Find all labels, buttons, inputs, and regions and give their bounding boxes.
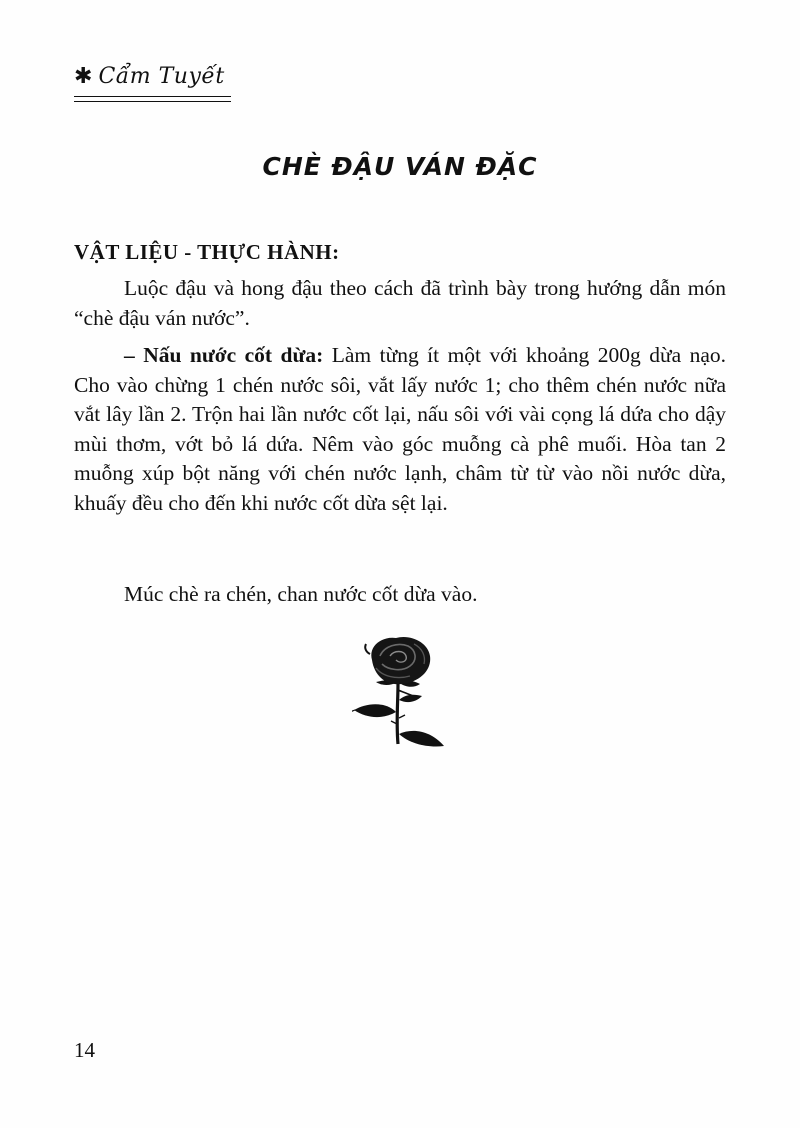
paragraph-intro: Luộc đậu và hong đậu theo cách đã trình bày trong hướng dẫn món “chè đậu ván nước”.: [74, 276, 726, 330]
paragraph-coconut-milk: [74, 341, 726, 518]
section-heading: VẬT LIỆU - THỰC HÀNH:: [74, 240, 340, 264]
page-number: 14: [74, 1038, 95, 1062]
recipe-title: CHÈ ĐẬU VÁN ĐẶC: [262, 152, 538, 181]
paragraph-serving: Múc chè ra chén, chan nước cốt dừa vào.: [124, 582, 478, 606]
header-author: Cẩm Tuyết: [98, 64, 225, 89]
paragraph-body: Làm từng ít một với khoảng 200g dừa nạo. Cho vào chừng 1 chén nước sôi, vắt lấy nước 1; cho thêm chén nước nữa vắt lây lần 2. Trộn hai lần nước cốt lại, nấu sôi với vài cọng lá dứa cho dậy mùi thơm, vớt bỏ lá dứa. Nêm vào góc muỗng cà phê muối. Hòa tan 2 muỗng xúp bột năng với chén nước lạnh, châm từ từ vào nồi nước dừa, khuấy đều cho đến khi nước cốt dừa sệt lại.: [74, 343, 727, 515]
header-double-rule: [74, 96, 231, 102]
running-header: [74, 66, 225, 88]
asterisk-star-icon: ✱: [74, 64, 93, 89]
paragraph-lead: – Nấu nước cốt dừa:: [124, 343, 324, 367]
rose-icon: [352, 632, 448, 754]
